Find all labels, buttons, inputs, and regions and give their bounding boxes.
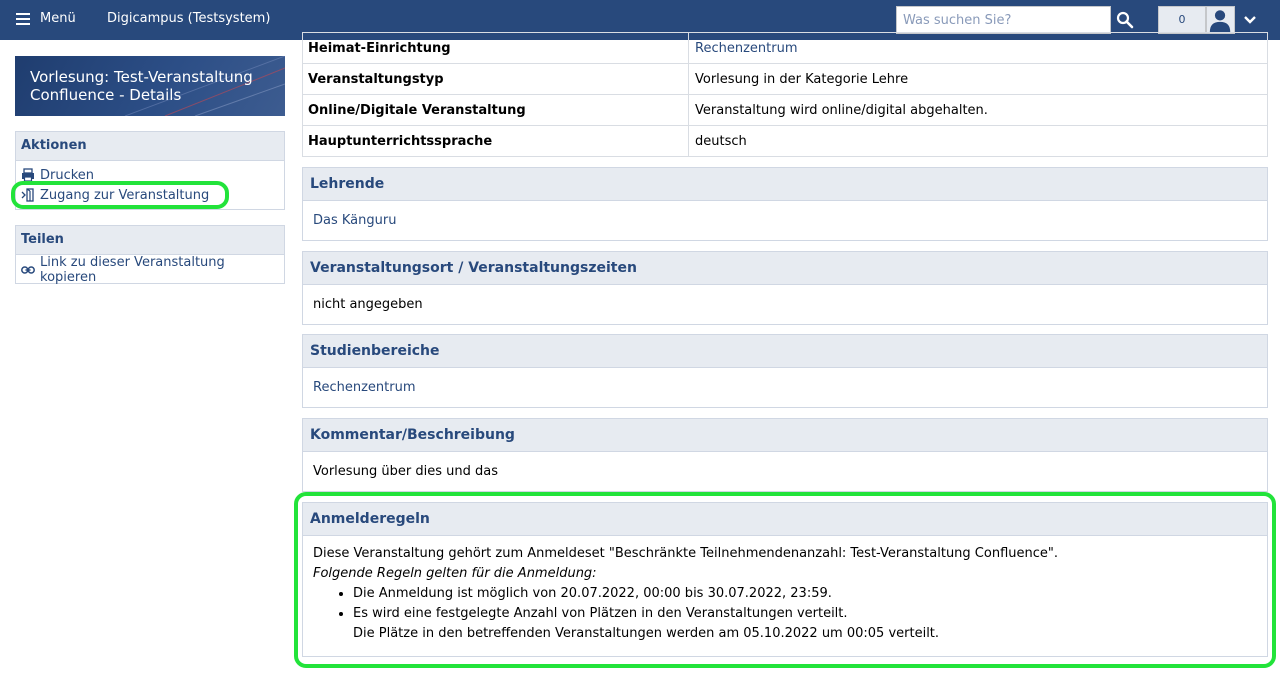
user-avatar[interactable]: [1206, 6, 1235, 34]
detail-key: Heimat-Einrichtung: [303, 33, 689, 64]
detail-key: Veranstaltungstyp: [303, 64, 689, 95]
detail-value: Vorlesung in der Kategorie Lehre: [689, 64, 1268, 95]
highlight-marker-access: [11, 181, 229, 209]
comment-text: Vorlesung über dies und das: [313, 464, 499, 479]
lecturers-title: Lehrende: [303, 168, 1267, 201]
course-access-label: Zugang zur Veranstaltung: [40, 187, 210, 203]
registration-intro: Diese Veranstaltung gehört zum Anmeldeset "Beschränkte Teilnehmendenanzahl: Test-Veranstaltung Confluence".: [313, 546, 1058, 561]
actions-title: Aktionen: [16, 132, 284, 161]
site-title[interactable]: Digicampus (Testsystem): [107, 11, 271, 26]
menu-label: Menü: [40, 11, 76, 26]
rule-text: Es wird eine festgelegte Anzahl von Plätzen in den Veranstaltungen verteilt.: [353, 606, 848, 621]
rule-note: Die Plätze in den betreffenden Veranstaltungen werden am 05.10.2022 um 00:05 verteilt.: [353, 626, 940, 641]
hamburger-icon: [16, 13, 30, 25]
table-row: [303, 64, 1268, 95]
details-table: [302, 32, 1268, 157]
study-area-link[interactable]: Rechenzentrum: [313, 380, 416, 395]
print-action-label: Drucken: [40, 167, 95, 183]
main-menu-button[interactable]: [16, 11, 76, 26]
course-title: Vorlesung: Test-Veranstaltung Confluence - Details: [30, 68, 253, 104]
course-title-banner: [15, 56, 285, 116]
detail-value: [689, 33, 1268, 64]
notification-counter[interactable]: 0: [1158, 6, 1206, 34]
copy-link-label: Link zu dieser Veranstaltung kopieren: [40, 255, 225, 285]
study-areas-section: [302, 334, 1268, 408]
location-title: Veranstaltungsort / Veranstaltungszeiten: [303, 252, 1267, 285]
location-text: nicht angegeben: [313, 297, 423, 312]
detail-key: Online/Digitale Veranstaltung: [303, 95, 689, 126]
table-row: [303, 126, 1268, 157]
comment-section: [302, 418, 1268, 492]
registration-rules-heading: Folgende Regeln gelten für die Anmeldung:: [313, 566, 597, 581]
table-row: [303, 95, 1268, 126]
table-row: [303, 33, 1268, 64]
search-icon[interactable]: [1116, 11, 1134, 29]
user-icon: [1207, 7, 1234, 33]
study-areas-title: Studienbereiche: [303, 335, 1267, 368]
list-item: • Die Anmeldung ist möglich von 20.07.2022, 00:00 bis 30.07.2022, 23:59.: [353, 584, 1257, 604]
comment-title: Kommentar/Beschreibung: [303, 419, 1267, 452]
chevron-down-icon[interactable]: [1243, 14, 1257, 26]
registration-rules-title: Anmelderegeln: [303, 503, 1267, 536]
detail-key: Hauptunterrichtssprache: [303, 126, 689, 157]
share-title: Teilen: [16, 226, 284, 255]
detail-value: deutsch: [689, 126, 1268, 157]
link-icon: [21, 265, 35, 275]
location-section: [302, 251, 1268, 325]
print-icon: [21, 168, 35, 182]
lecturer-link[interactable]: Das Känguru: [313, 213, 397, 228]
home-institution-link[interactable]: Rechenzentrum: [695, 40, 798, 56]
lecturers-section: [302, 167, 1268, 241]
highlight-marker-registration: [294, 492, 1276, 668]
copy-link-action[interactable]: [16, 255, 284, 285]
detail-value: Veranstaltung wird online/digital abgehalten.: [689, 95, 1268, 126]
share-widget: [15, 225, 285, 284]
search-input[interactable]: [896, 6, 1111, 34]
